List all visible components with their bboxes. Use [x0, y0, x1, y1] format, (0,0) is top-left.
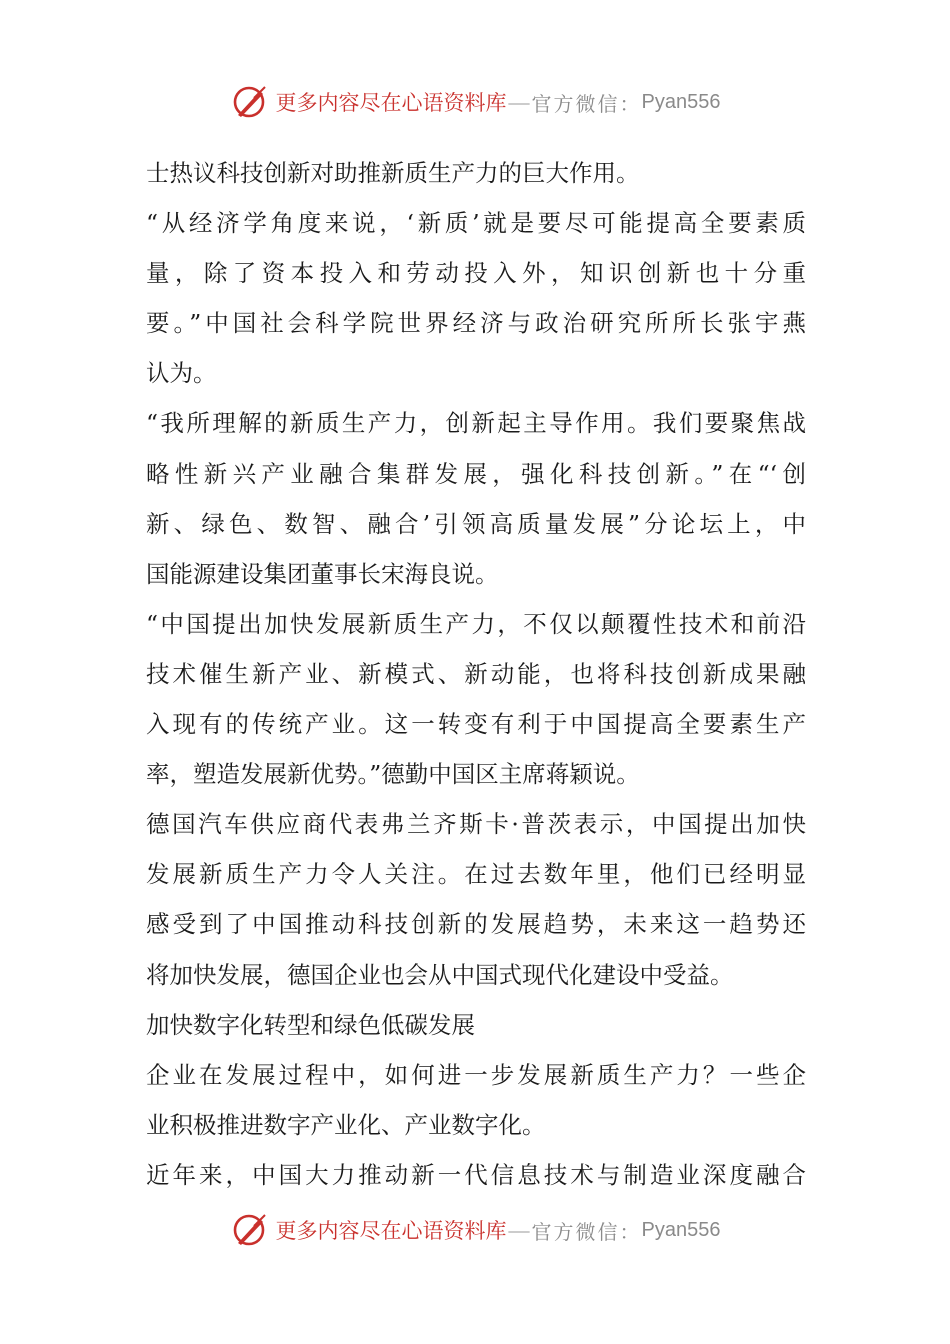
- document-body: [146, 148, 806, 1200]
- text-line: 业积极推进数字产业化、产业数字化。: [146, 1110, 546, 1139]
- banner-handle: Pyan556: [641, 90, 721, 113]
- text-line: 国能源建设集团董事长宋海良说。: [146, 559, 499, 588]
- banner-main-text: 更多内容尽在心语资料库: [275, 91, 507, 115]
- text-line: 新、绿色、数智、融合’引领高质量发展”分论坛上，中: [146, 509, 806, 538]
- footer-banner: [0, 1210, 950, 1250]
- text-line: “中国提出加快发展新质生产力，不仅以颠覆性技术和前沿: [146, 609, 806, 638]
- banner-label: 官方微信：: [531, 1221, 642, 1244]
- pen-circle-logo-icon: [230, 1210, 270, 1250]
- text-line: 发展新质生产力令人关注。在过去数年里，他们已经明显: [146, 860, 806, 889]
- text-line: 率，塑造发展新优势。”德勤中国区主席蒋颖说。: [146, 760, 640, 789]
- pen-circle-logo-icon: [230, 82, 270, 122]
- text-line: 近年来，中国大力推动新一代信息技术与制造业深度融合: [146, 1160, 806, 1189]
- banner-handle: Pyan556: [641, 1218, 721, 1241]
- text-line: “我所理解的新质生产力，创新起主导作用。我们要聚焦战: [146, 409, 806, 438]
- section-heading: 加快数字化转型和绿色低碳发展: [146, 1010, 475, 1039]
- text-line: “从经济学角度来说，‘新质’就是要尽可能提高全要素质: [146, 209, 806, 238]
- text-line: 略性新兴产业融合集群发展，强化科技创新。”在“‘创: [146, 459, 806, 488]
- header-banner: [0, 82, 950, 122]
- banner-label: 官方微信：: [531, 93, 642, 116]
- banner-dash: —: [508, 1217, 530, 1242]
- text-line: 认为。: [146, 359, 217, 388]
- text-line: 技术催生新产业、新模式、新动能，也将科技创新成果融: [146, 659, 806, 688]
- text-line: 士热议科技创新对助推新质生产力的巨大作用。: [146, 159, 640, 187]
- text-line: 德国汽车供应商代表弗兰齐斯卡·普茨表示，中国提出加快: [146, 810, 806, 839]
- text-line: 感受到了中国推动科技创新的发展趋势，未来这一趋势还: [146, 910, 806, 939]
- banner-dash: —: [508, 89, 530, 114]
- text-line: 入现有的传统产业。这一转变有利于中国提高全要素生产: [146, 710, 806, 739]
- text-line: 要。”中国社会科学院世界经济与政治研究所所长张宇燕: [146, 309, 806, 338]
- text-line: 将加快发展，德国企业也会从中国式现代化建设中受益。: [146, 960, 734, 989]
- text-line: 量，除了资本投入和劳动投入外，知识创新也十分重: [146, 259, 806, 288]
- text-line: 企业在发展过程中，如何进一步发展新质生产力？一些企: [146, 1060, 806, 1089]
- banner-main-text: 更多内容尽在心语资料库: [275, 1219, 507, 1243]
